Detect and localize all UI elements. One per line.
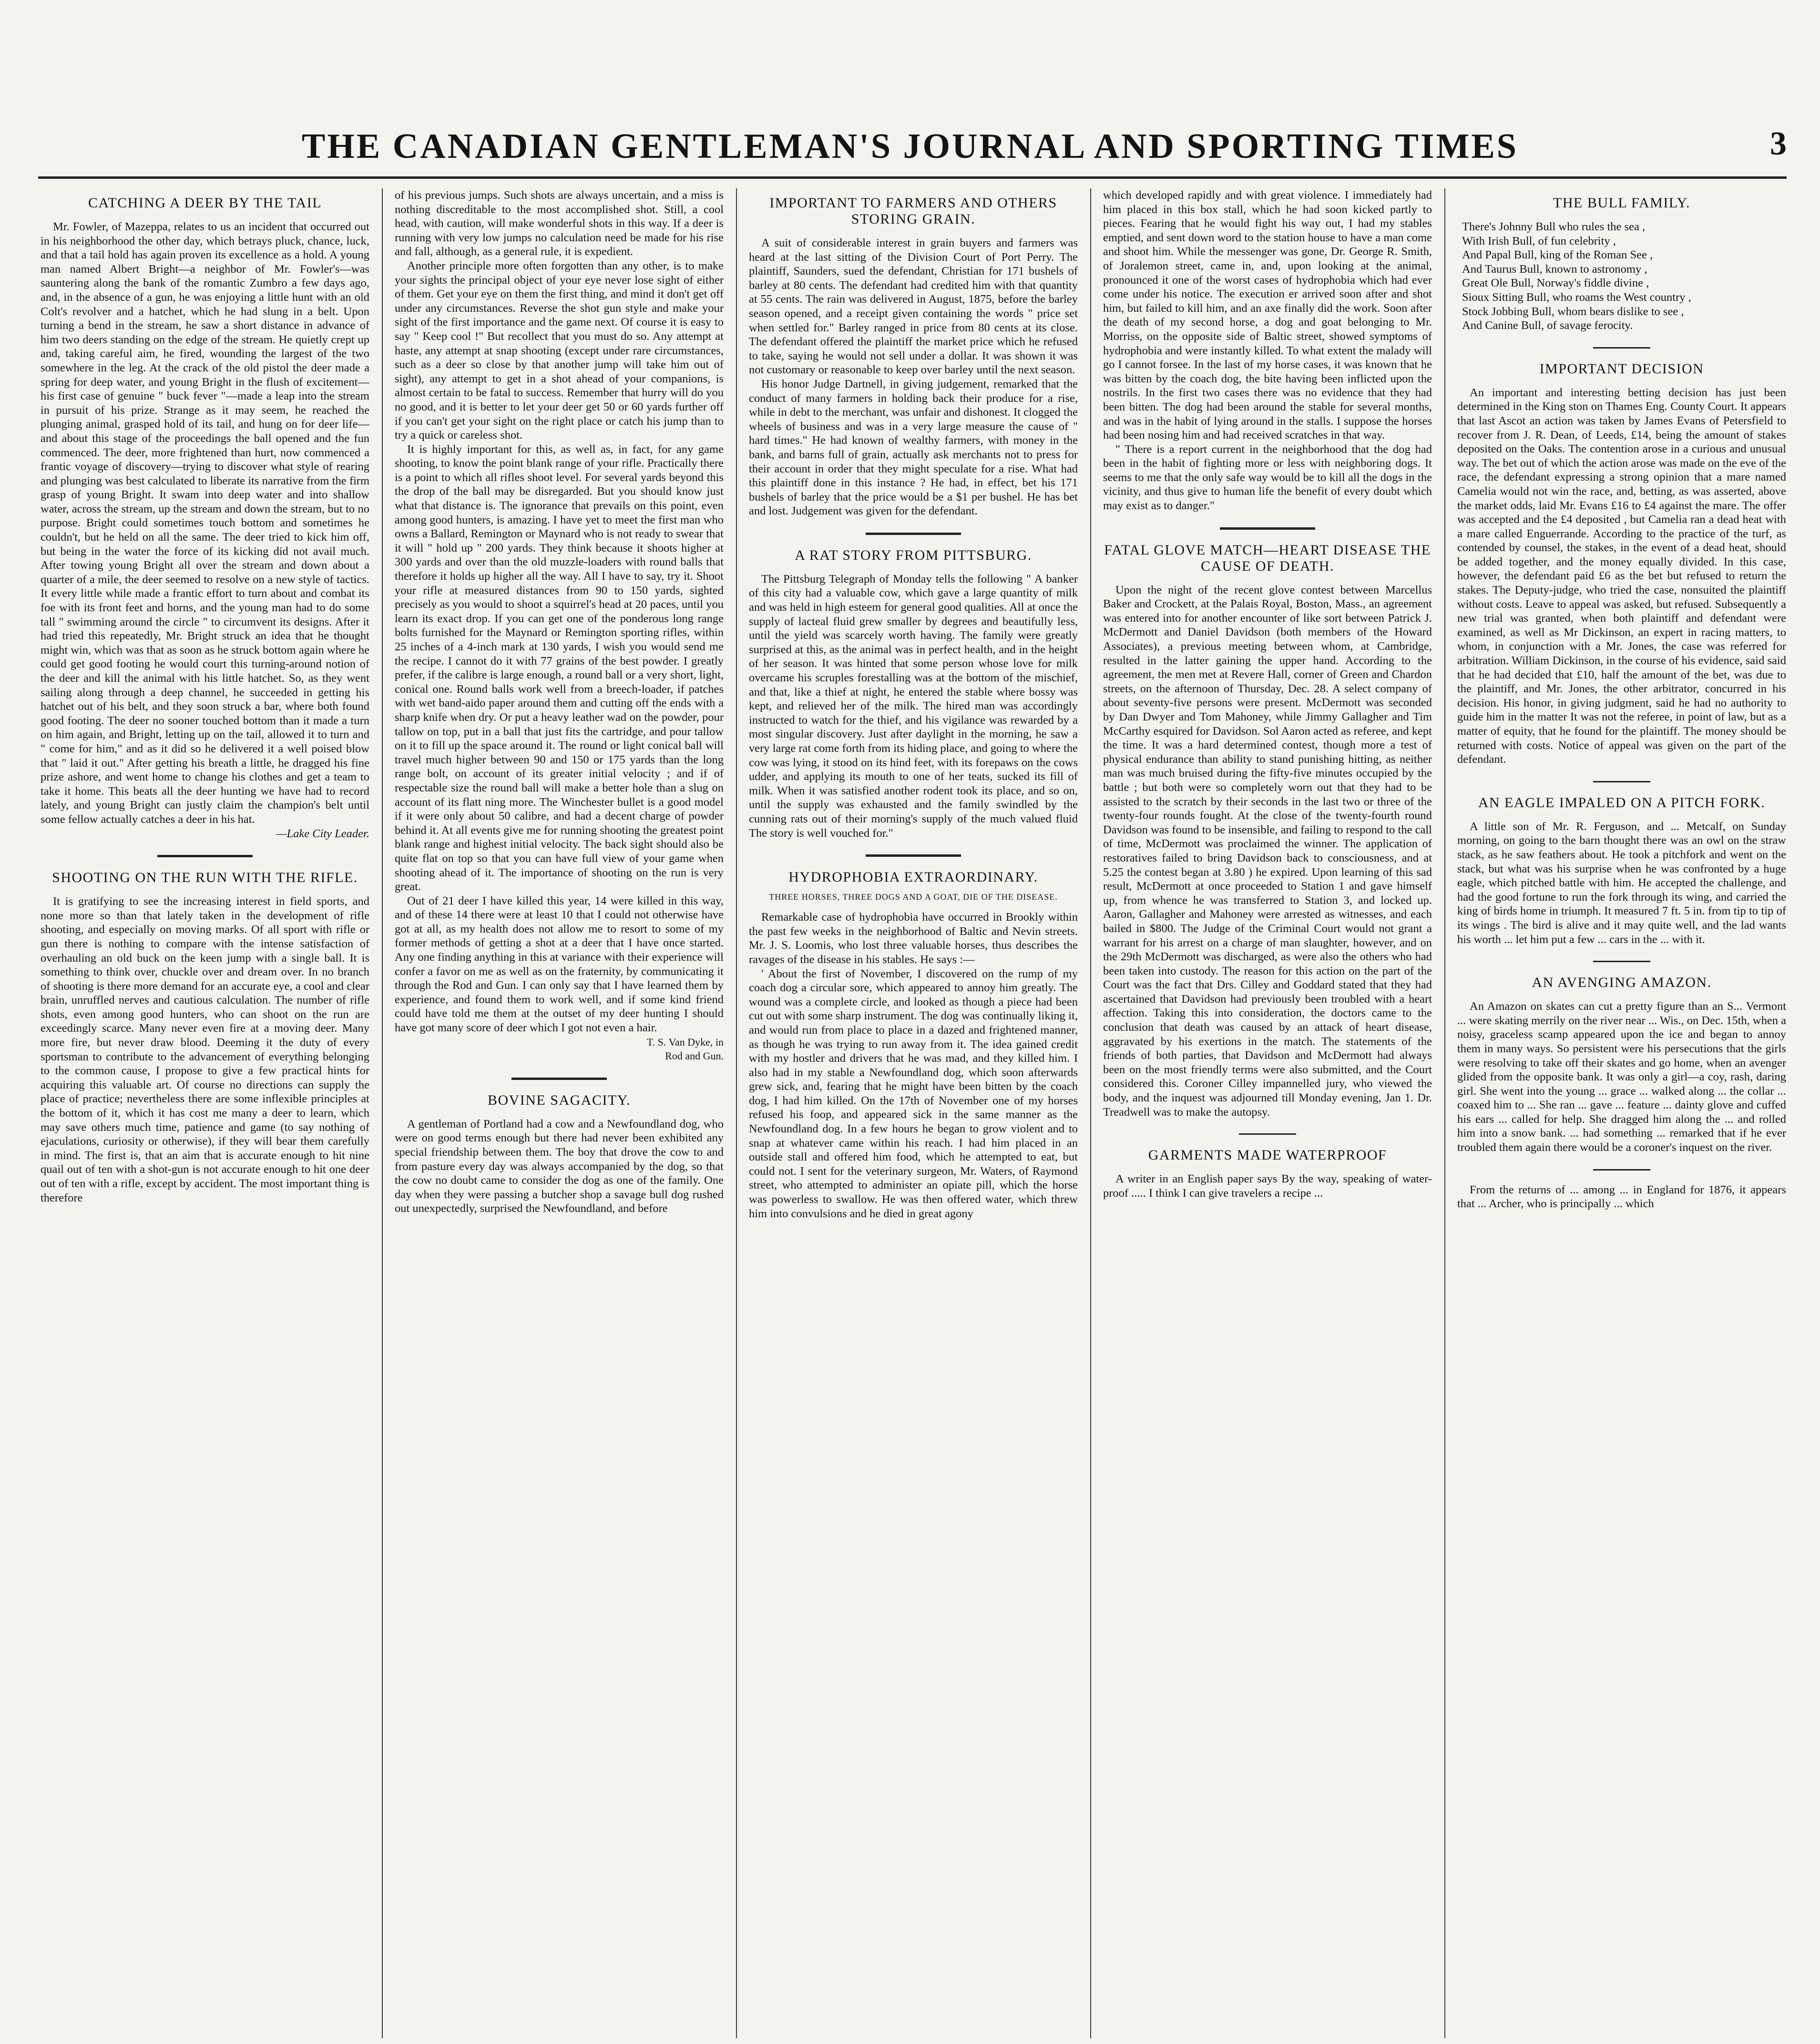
article-headline: THE BULL FAMILY. <box>1553 195 1690 211</box>
article-paragraph: The Pittsburg Telegraph of Monday tells the following " A banker of this city had a valuable cow, which gave a large quantity of milk and was held in high esteem for general good qualities. All at once the supply of lacteal fluid grew smaller by degrees and beautifully less, until the yield was scarcely worth having. The family were greatly surprised at this, as the animal was in perfect health, and in the height of her season. It was hinted that some person whose love for milk overcame his scruples forestalling was at the bottom of the mischief, and that, like a thief at night, he entered the stable where bossy was kept, and relieved her of the milk. The hired man was accordingly instructed to watch for the thief, and his vigilance was rewarded by a most singular discovery. Just after daylight in the morning, he saw a very large rat come forth from its hiding place, and going to where the cow was lying, it stood on its hind feet, with its forepaws on the cows udder, and applying its mouth to one of her teats, sucked its fill of milk. When it was satisfied another rodent took its place, and so on, until the supply was exhausted and the family swindled by the cunning rats out of their morning's supply of the much valued fluid The story is well vouched for." <box>749 572 1078 840</box>
article-separator <box>866 854 961 857</box>
column-5 <box>1457 188 1786 2038</box>
poem-line: Sioux Sitting Bull, who roams the West country , <box>1462 290 1691 304</box>
article-paragraph: It is gratifying to see the increasing interest in field sports, and none more so than that lately taken in the development of rifle shooting, and especially on moving marks. Of all sport with rifle or gun there is nothing to compare with the intense satisfaction of overhauling an old buck on the keen jump with a single ball. It is something to think over, chuckle over and dream over. In no branch of shooting is there more demand for an accurate eye, a cool and clear brain, unruffled nerves and cautious calculation. The number of rifle shots, even among good hunters, who can shoot on the run are exceedingly scarce. Many never even fire at a moving deer. Many more fire, but never draw blood. Deeming it the duty of every sportsman to contribute to the advancement of everything belonging to the common cause, I propose to give a few practical hints for acquiring this valuable art. Of course no directions can supply the place of practice; nevertheless there are some inflexible principles at the bottom of it, which it has cost me many a deer to learn, which may save others much time, patience and game (to say nothing of ejaculations, curiosity or otherwise), if they will bear them carefully in mind. The first is, that an aim that is accurate enough to hit nine quail out of ten with a shot-gun is not accurate enough to hit one deer out of ten with a rifle, except by accident. The most important thing is therefore <box>41 895 369 1204</box>
article-paragraph: " There is a report current in the neighborhood that the dog had been in the habit of fighting more or less with neighboring dogs. It seems to me that the only safe way would be to kill all the dogs in the vicinity, and thus give to human life the benefit of every doubt which may exist as to danger." <box>1103 442 1432 513</box>
poem-line: And Canine Bull, of savage ferocity. <box>1462 319 1633 332</box>
article-paragraph: Mr. Fowler, of Mazeppa, relates to us an incident that occurred out in his neighborhood the other day, which betrays pluck, chance, luck, and that a tail hold has again proven its excellence as a hold. A young man named Albert Bright—a neighbor of Mr. Fowler's—was sauntering along the bank of the romantic Zumbro a few days ago, and, in the absence of a gun, he was enjoying a little hunt with an old Colt's revolver and a hatchet, which he had slung in a belt. Upon turning a bend in the stream, he saw a short distance in advance of him two deers standing on the edge of the stream. He quietly crept up and, taking careful aim, he fired, wounding the largest of the two somewhere in the leg. At the crack of the old pistol the deer made a spring for deep water, and young Bright in the flush of excitement—his first case of genuine " buck fever "—made a leap into the stream in pursuit of his prize. Strange as it may seem, he reached the plunging animal, grasped hold of its tail, and hung on for deer life—and about this stage of the proceedings the ball opened and the fun commenced. The deer, more frightened than hurt, now commenced a frantic voyage of discovery—trying to discover what style of rearing and plunging was best calculated to liberate its narrative from the firm grasp of young Bright. It swam into deep water and into shallow water, across the stream, up the stream and down the stream, but to no purpose. Bright could sometimes touch bottom and sometimes he couldn't, but he held on all the same. The deer tried to kick him off, but being in the water the force of its kicking did not avail much. After towing young Bright all over the stream and down about a quarter of a mile, the deer seemed to resolve on a new style of tactics. It every little while made a frantic effort to turn about and combat its foe with its front feet and horns, and the young man had to do some tall " swimming around the circle " to circumvent its designs. After it had tried this repeatedly, Mr. Bright struck an idea that he thought might win, which was that as soon as he struck bottom again where he could get good footing he would court this turning-around notion of the deer and kill the animal with his little hatchet. So, as they went sailing along through a deep channel, he succeeded in getting his hatchet out of his belt, and they soon struck a bar, where both found good footing. The deer no sooner touched bottom than it made a turn on him again, and Bright, letting up on the tail, allowed it to turn and " come for him," and as it did so he delivered it a well poised blow that " laid it out." After getting his breath a little, he dragged his fine prize ashore, and went home to change his clothes and get a team to take it home. This beats all the deer hunting we have had to record lately, and young Bright can justly claim the champion's belt until some fellow actually catches a deer in his hat. <box>41 220 369 826</box>
article-headline: AN EAGLE IMPALED ON A PITCH FORK. <box>1478 794 1766 811</box>
article-subheadline: THREE HORSES, THREE DOGS AND A GOAT, DIE OF THE DISEASE. <box>769 892 1058 902</box>
page-number: 3 <box>1770 125 1787 162</box>
article-paragraph: Another principle more often forgotten than any other, is to make your sights the principal object of your eye never lose sight of either of them. Get your eye on them the first thing, and mind it don't get off under any circumstances. Reverse the shot gun style and make your sight of the first importance and the game next. Of course it is easy to say " Keep cool !" But recollect that you must do so. Any attempt at haste, any attempt at snap shooting (except under rare circumstances, such as a deer so close by that another jump will take him out of sight), any attempt to get in a shot ahead of your companions, is almost certain to be fatal to success. Remember that hurry will do you no good, and it is better to let your deer get 50 or 60 yards further off if you can't get your sight on the right place or catch his jump than to try a quick or careless shot. <box>395 259 724 442</box>
article-paragraph: A writer in an English paper says By the way, speaking of water-proof ..... I think I can give travelers a recipe ... <box>1103 1172 1432 1200</box>
article-separator <box>1593 781 1650 782</box>
article-separator <box>866 533 961 535</box>
article-headline: AN AVENGING AMAZON. <box>1532 975 1712 991</box>
article-headline: BOVINE SAGACITY. <box>487 1092 631 1108</box>
article-headline: FATAL GLOVE MATCH—HEART DISEASE THE CAUSE OF DEATH. <box>1104 542 1431 574</box>
poem-line: With Irish Bull, of fun celebrity , <box>1462 234 1616 247</box>
column-4 <box>1103 188 1432 2038</box>
poem-line: There's Johnny Bull who rules the sea , <box>1462 220 1646 233</box>
article-separator <box>511 1078 607 1080</box>
article-headline: HYDROPHOBIA EXTRAORDINARY. <box>788 869 1038 885</box>
article-credit <box>395 1035 724 1063</box>
poem-line: And Taurus Bull, known to astronomy , <box>1462 262 1647 276</box>
article-headline: CATCHING A DEER BY THE TAIL <box>88 195 322 211</box>
poem-line: Great Ole Bull, Norway's fiddle divine , <box>1462 277 1649 290</box>
article-paragraph: Upon the night of the recent glove contest between Marcellus Baker and Crockett, at the Palais Royal, Boston, Mass., an agreement was entered into for another encounter of like sort between Patrick J. McDermott and Daniel Davidson (both members of the Howard Associates), a previous meeting between whom, at Cambridge, resulted in the latter gaining the upper hand. According to the agreement, the men met at Revere Hall, corner of Green and Chardon streets, on the afternoon of Thursday, Dec. 28. A select company of about seventy-five persons were present. McDermott was seconded by Dan Dwyer and Tom Mahoney, while Jimmy Gallagher and Tim McCarthy esquired for Davidson. Sol Aaron acted as referee, and kept the time. It was a hard determined contest, though more a test of physical endurance than ability to stand punishing hitting, as neither man was much bruised during the fifty-five minutes occupied by the battle ; but both were so completely worn out that they had to be assisted to the scratch by their seconds in the last two or three of the twenty-four rounds fought. At the close of the twenty-fourth round Davidson was found to be insensible, and failing to respond to the call of time, McDermott was proclaimed the winner. The application of restoratives failed to bring Davidson back to consciousness, and at 5.25 the contest began at 3.80 ) he expired. Upon learning of this sad result, McDermott at once proceeded to Station 1 and gave himself up, from whence he was transferred to Station 3, and locked up. Aaron, Gallagher and Mahoney were arrested as witnesses, and each bailed in $800. The Judge of the Criminal Court would not grant a warrant for his arrest on a charge of man slaughter, however, and on the 29th McDermott was discharged, as were also the others who had been taken into custody. The reason for this action on the part of the Court was the fact that Drs. Cilley and Goddard stated that they had ascertained that Davidson had previously been troubled with a heart affection. Taking this into consideration, the doctors came to the conclusion that death was caused by an attack of heart disease, aggravated by his exertions in the match. The statements of the friends of both parties, that Davidson and McDermott had always been on the most friendly terms were also submitted, and the Court considered this. Coroner Cilley impannelled jury, who viewed the body, and the inquest was adjourned till Monday evening, Jan 1. Dr. Treadwell was to make the autopsy. <box>1103 583 1432 1119</box>
article-paragraph: His honor Judge Dartnell, in giving judgement, remarked that the conduct of many farmers in holding back their produce for a rise, while in debt to the merchant, was unfair and dishonest. It clogged the wheels of business and was in a very large measure the cause of " hard times." He had known of wealthy farmers, with money in the bank, and barns full of grain, actually ask merchants not to press for their account in order that they might speculate for a rise. What had this plaintiff done in this instance ? He had, in effect, bet his 171 bushels of barley that the price would be a $1 per bushel. He has bet and lost. Judgement was given for the defendant. <box>749 377 1078 518</box>
article-paragraph: From the returns of ... among ... in England for 1876, it appears that ... Archer, who is principally ... which <box>1457 1183 1786 1211</box>
article-headline: IMPORTANT DECISION <box>1539 360 1704 377</box>
article-paragraph: of his previous jumps. Such shots are always uncertain, and a miss is nothing discreditable to the most accomplished shot. Still, a cool head, with caution, will make wonderful shots in this way. If a deer is running with very low jumps no calculation need be made for his rise and fall, although, as a general rule, it is expedient. <box>395 189 724 258</box>
article-headline: SHOOTING ON THE RUN WITH THE RIFLE. <box>52 870 358 886</box>
article-separator <box>1593 961 1650 962</box>
article-separator <box>1593 347 1650 349</box>
column-2 <box>395 188 724 2038</box>
article-headline: A RAT STORY FROM PITTSBURG. <box>795 547 1032 563</box>
article-paragraph: It is highly important for this, as well as, in fact, for any game shooting, to know the point blank range of your rifle. Practically there is a point to which all rifles shoot level. For several yards beyond this the drop of the ball may be disregarded. But you should know just what that distance is. The ignorance that prevails on this point, even among good hunters, is amazing. I have yet to meet the first man who owns a Ballard, Remington or Maynard who is not ready to swear that it will " hold up " 200 yards. They think because it shoots higher at 300 yards and over than the old muzzle-loaders with round balls that therefore it holds up higher all the way. All I have to say, try it. Shoot your rifle at measured distances from 90 to 150 yards, sighted precisely as you would to shoot a squirrel's head at 20 paces, until you learn its exact drop. If you can get one of the ponderous long range bolts furnished for the Maynard or Remington sporting rifles, within 25 inches of a 4-inch mark at 130 yards, I wish you would send me the recipe. I cannot do it with 77 grains of the best powder. I greatly prefer, if the calibre is large enough, a round ball or a very short, light, conical one. Round balls work well from a breech-loader, if patches with wet band-aido paper around them and cutting off the ends with a sharp knife when dry. Or put a heavy leather wad on the powder, pour tallow on top, put in a ball that just fits the cartridge, and pour tallow on it to fill up the space around it. The round or light conical ball will travel much higher between 90 and 150 or 175 yards than the long range bolt, on account of its greater initial velocity ; and if of respectable size the round ball will make a better hole than a slug on account of its flatt ning more. The Winchester bullet is a good model if it were only about 50 calibre, and had a decent charge of powder behind it. At all events give me for running shooting the greatest point blank range and highest initial velocity. The back sight should also be quite flat on top so that you can have full view of your game when shooting ahead of it. The importance of shooting on the run is very great. <box>395 442 724 894</box>
article-paragraph: A gentleman of Portland had a cow and a Newfoundland dog, who were on good terms enough but there had never been exhibited any special friendship between them. The boy that drove the cow to and from pasture every day was always accompanied by the dog, so that the cow no doubt came to consider the dog as one of the family. One day when they were passing a butcher shop a savage bull dog rushed out unexpectedly, surprised the Newfoundland, and before <box>395 1117 724 1215</box>
poem <box>1457 220 1786 333</box>
article-headline: GARMENTS MADE WATERPROOF <box>1148 1147 1387 1163</box>
masthead <box>0 0 1820 181</box>
poem-line: Stock Jobbing Bull, whom bears dislike to see , <box>1462 305 1684 318</box>
column-rule <box>1090 188 1091 2038</box>
article-paragraph: An important and interesting betting decision has just been determined in the King ston on Thames Eng. County Court. It appears that last Ascot an action was taken by James Evans of Petersfield to recover from J. R. Dean, of Leeds, £14, being the amount of stakes deposited on the Oaks. The contention arose in a curious and unusual way. The bet out of which the action arose was made on the eve of the race, the defendant expressing a strong opinion that a mare named Camelia would not win the race, and, betting, as was asserted, above the market odds, laid Mr. Evans £16 to £4 against the mare. The offer was accepted and the £4 deposited , but Camelia ran a dead heat with a mare called Enguerrande. According to the practice of the turf, as contended by counsel, the stakes, in the event of a dead heat, should be added together, and the money equally divided. In this case, however, the defendant paid £6 as the bet but refused to return the stakes. The Deputy-judge, who tried the case, nonsuited the plaintiff without costs. Leave to appeal was asked, but refused. Subsequently a new trial was granted, when both plaintiff and defendant were examined, as well as Mr Dickinson, an expert in racing matters, to whom, in conjunction with a Mr. Jones, the case was referred for arbitration. William Dickinson, in the course of his evidence, said said that he had decided that £10, half the amount of the bet, was due to the plaintiff, and Mr. Jones, the other arbitrator, concurred in his decision. His honor, in giving judgment, said he had no authority to guide him in the matter It was not the referee, in point of law, but as a matter of equity, that he found for the plaintiff. The money should be returned with costs. Notice of appeal was given on the part of the defendant. <box>1457 386 1786 766</box>
article-separator <box>1593 1169 1650 1171</box>
article-paragraph: Remarkable case of hydrophobia have occurred in Brookly within the past few weeks in the neighborhood of Baltic and Nevin streets. Mr. J. S. Loomis, who lost three valuable horses, thus describes the ravages of the disease in his stables. He says :— <box>749 911 1078 966</box>
poem-line: And Papal Bull, king of the Roman See , <box>1462 248 1653 262</box>
column-rule <box>736 188 737 2038</box>
article-paragraph: An Amazon on skates can cut a pretty figure than an S... Vermont ... were skating merrily on the river near ... Wis., on Dec. 15th, when a noisy, graceless scamp appeared upon the ice and began to annoy them in many ways. So persistent were his persecutions that the girls were resolving to take off their skates and go home, when an avenger glided from the opposite bank. It was only a girl—a coy, rash, daring girl. She went into the young ... grace ... walked along ... the collar ... coaxed him to ... She ran ... gave ... feature ... dainty glove and cuffed his ears ... called for help. She dragged him along the ... and rolled him into a snow bank. ... had something ... remarked that if he ever troubled them again there would be a coroner's inquest on the river. <box>1457 1000 1786 1154</box>
article-paragraph: A little son of Mr. R. Ferguson, and ... Metcalf, on Sunday morning, on going to the barn thought there was an owl on the straw stack, as he saw feathers about. He took a pitchfork and went on the stack, but what was his surprise when he was confronted by a huge eagle, which pitched battle with him. He accepted the challenge, and had the good fortune to run the fork through its wing, and carried the king of birds home in triumph. It measured 7 ft. 5 in. from tip to tip of its wings . The bird is alive and it may quite well, and the lad wants his worth ... let him put a few ... cars in the ... with it. <box>1457 820 1786 946</box>
credit-source: Rod and Gun. <box>665 1050 724 1062</box>
article-paragraph: which developed rapidly and with great violence. I immediately had him placed in this box stall, which he had soon kicked partly to pieces. Fearing that he would fight his way out, I had my stables emptied, and sent down word to the station house to have a man come and shoot him. While the messenger was gone, Dr. George R. Smith, of Joralemon street, came in, and, upon looking at the animal, pronounced it one of the worst cases of hydrophobia which had ever come under his notice. The execution er arrived soon after and shot him, but failed to kill him, and an axe finally did the work. Soon after the death of my second horse, a dog and goat belonging to Mr. Morriss, on the opposite side of Baltic street, showed symptoms of hydrophobia and were instantly killed. To what extent the malady will go I cannot forsee. In the last of my horse cases, it was known that he was bitten by the coach dog, the bite having been inflicted upon the nostrils. In the first two cases there was no evidence that they had been bitten. The dog had been around the stable for several months, and was in the habit of lying around in the stalls. I suppose the horses had been nosing him and had received scratches in that way. <box>1103 189 1432 442</box>
article-separator <box>1239 1133 1296 1135</box>
column-3 <box>749 188 1078 2038</box>
article-paragraph: Out of 21 deer I have killed this year, 14 were killed in this way, and of these 14 there were at least 10 that I could not otherwise have got at all, as my health does not allow me to resort to some of my former methods of getting a shot at a deer that I have once started. Any one finding anything in this at variance with their experience will confer a favor on me as well as on the fraternity, by communicating it through the Rod and Gun. I can only say that I have learned them by experience, and found them to work well, and if some kind friend could have told me them at the outset of my deer hunting I should have got many score of deer which I got not even a hair. <box>395 894 724 1035</box>
article-credit: —Lake City Leader. <box>276 827 369 840</box>
article-paragraph: ' About the first of November, I discovered on the rump of my coach dog a circular sore, which appeared to annoy him greatly. The wound was a complete circle, and looked as though a piece had been cut out with some sharp instrument. The dog was continually liking it, and would run from place to place in a dazed and frightened manner, as though he was trying to run away from it. The idea gained credit with my hostler and drivers that he was mad, and they killed him. I also had in my stable a Newfoundland dog, which soon afterwards grew sick, and, fearing that he might have been bitten by the coach dog, I had him killed. On the 17th of November one of my horses refused his foop, and appeared sick in the same manner as the Newfoundland dog. In a few hours he began to grow violent and to snap at whatever came within his reach. I had him placed in an outside stall and offered him food, which he attempted to eat, but could not. I sent for the veterinary surgeon, Mr. Waters, of Raymond street, who attempted to administer an opiate pill, which the horse was powerless to swallow. He was then offered water, which threw him into convulsions and he died in great agony <box>749 967 1078 1220</box>
article-headline: IMPORTANT TO FARMERS AND OTHERS STORING GRAIN. <box>769 195 1057 227</box>
column-1 <box>41 188 369 2038</box>
page-columns <box>41 188 1788 2038</box>
column-rule <box>1444 188 1445 2038</box>
article-separator <box>157 855 253 857</box>
article-paragraph: A suit of considerable interest in grain buyers and farmers was heard at the last sitting of the Division Court of Port Perry. The plaintiff, Saunders, sued the defendant, Christian for 171 bushels of barley at 80 cents. The defendant had credited him with that quantity at 55 cents. The rain was delivered in August, 1875, before the barley season opened, and a receipt given containing the words " price set when settled for." Barley ranged in price from 80 cents at its close. The defendant offered the plaintiff the market price which he refused to take, saying he would not sell under a dollar. It was shown it was not customary or reasonable to keep over barley until the next season. <box>749 236 1078 377</box>
journal-title: THE CANADIAN GENTLEMAN'S JOURNAL AND SPORTING TIMES <box>302 127 1518 166</box>
article-separator <box>1220 527 1315 530</box>
masthead-rule <box>38 176 1787 179</box>
column-rule <box>382 188 383 2038</box>
credit-author: T. S. Van Dyke, in <box>646 1036 724 1048</box>
